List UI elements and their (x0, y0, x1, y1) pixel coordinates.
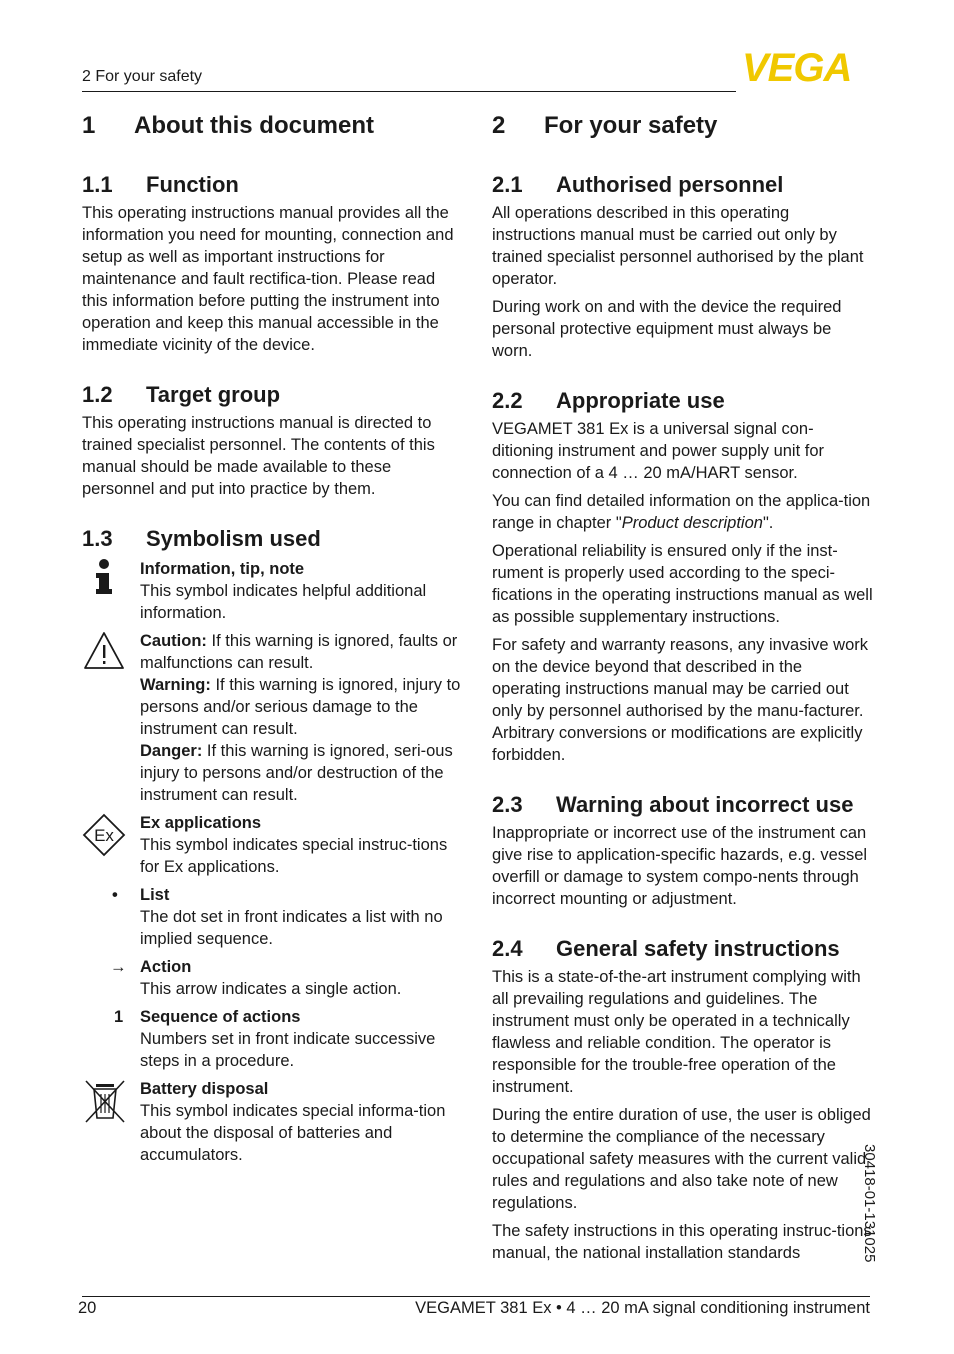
section-heading (82, 380, 464, 410)
section-heading (492, 934, 874, 964)
info-icon (82, 558, 128, 604)
paragraph: VEGAMET 381 Ex is a universal signal con-ditioning instrument and power supply unit for connection of a 4 … 20 mA/HART sensor. (492, 420, 825, 482)
symbol-sequence (82, 1006, 464, 1072)
section-2-4 (492, 934, 874, 1264)
section-number: 2.4 (492, 936, 523, 961)
paragraph: Inappropriate or incorrect use of the instrument can give rise to application-specific hazards, e.g. vessel overfill or damage to system compo-nents through incorrect mounting or adjustment. (492, 824, 868, 908)
header-rule (82, 91, 736, 92)
caution-line (140, 630, 464, 674)
left-column (82, 108, 464, 1190)
section-2-3 (492, 790, 874, 910)
paragraph: The safety instructions in this operating instruc-tions manual, the national installation standards (492, 1222, 872, 1262)
symbol-title: Sequence of actions (140, 1008, 301, 1026)
danger-label: Danger: (140, 742, 203, 760)
chapter-number: 1 (82, 112, 96, 139)
footer-rule (82, 1296, 870, 1297)
section-heading (492, 170, 874, 200)
symbol-list (82, 884, 464, 950)
symbol-title: Information, tip, note (140, 560, 305, 578)
section-2-2 (492, 386, 874, 766)
section-1-3 (82, 524, 464, 1166)
section-heading (82, 524, 464, 554)
section-title: Target group (146, 382, 281, 407)
symbol-action (82, 956, 464, 1000)
paragraph: All operations described in this operating instructions manual must be carried out only by trained specialist personnel authorised by the plant operator. (492, 204, 864, 288)
paragraph: Operational reliability is ensured only if the inst-rument is properly used according to the speci-fications in the operating instructions manual as well as possible supplementary instructions. (492, 542, 873, 626)
section-heading (492, 790, 874, 820)
symbol-title: Battery disposal (140, 1080, 269, 1098)
symbol-caution (82, 630, 464, 806)
chapter-1-heading (82, 108, 464, 144)
document-id: 30418-01-131025 (861, 1144, 878, 1263)
text-run: You can find detailed information on the applica-tion range in chapter " (492, 492, 871, 532)
chapter-reference: Product description (621, 514, 763, 532)
section-title: Authorised personnel (556, 172, 784, 197)
section-title: General safety instructions (556, 936, 840, 961)
section-title: Function (146, 172, 239, 197)
symbol-text: This symbol indicates special informa-tion about the disposal of batteries and accumulators. (140, 1102, 446, 1164)
page-number: 20 (78, 1299, 97, 1317)
section-heading (82, 170, 464, 200)
section-number: 2.2 (492, 388, 523, 413)
caution-label: Caution: (140, 632, 207, 650)
symbol-text: Numbers set in front indicate successive steps in a procedure. (140, 1030, 436, 1070)
symbol-text: This symbol indicates special instruc-tions for Ex applications. (140, 836, 448, 876)
caution-text: If this warning is ignored, faults or malfunctions can result. (140, 632, 458, 672)
paragraph (492, 490, 874, 534)
ex-icon (82, 812, 128, 858)
symbol-title: Action (140, 958, 192, 976)
svg-text:Ex: Ex (94, 826, 114, 845)
section-1-2 (82, 380, 464, 500)
running-header: 2 For your safety (82, 68, 203, 85)
paragraph: For safety and warranty reasons, any invasive work on the device beyond that described in the operating instructions manual may be carried out only by personnel authorised by the manu-facturer. Arbitrary conversions or modifications are explicitly forbidden. (492, 636, 868, 764)
warning-triangle-icon (82, 630, 128, 676)
section-number: 2.3 (492, 792, 523, 817)
vega-logo-text: VEGA (742, 48, 852, 86)
footer-doc-title: VEGAMET 381 Ex • 4 … 20 mA signal conditioning instrument (415, 1299, 870, 1317)
danger-text: If this warning is ignored, seri-ous injury to persons and/or destruction of the instrument can result. (140, 742, 453, 804)
bullet-mark: • (112, 886, 118, 904)
warning-label: Warning: (140, 676, 211, 694)
warning-line (140, 674, 464, 740)
warning-text: If this warning is ignored, injury to persons and/or serious damage to the instrument can result. (140, 676, 461, 738)
symbol-info (82, 558, 464, 624)
symbol-title: Ex applications (140, 814, 262, 832)
section-number: 2.1 (492, 172, 523, 197)
section-title: Appropriate use (556, 388, 725, 413)
battery-disposal-icon (82, 1078, 128, 1124)
right-column (492, 108, 874, 1288)
symbol-ex (82, 812, 464, 878)
section-title: Warning about incorrect use (556, 792, 854, 817)
section-1-1 (82, 170, 464, 356)
symbol-title: List (140, 886, 170, 904)
section-2-1 (492, 170, 874, 362)
chapter-title: About this document (134, 112, 374, 139)
arrow-mark: → (110, 958, 127, 976)
section-title: Symbolism used (146, 526, 321, 551)
vega-logo (742, 48, 874, 86)
paragraph: During work on and with the device the required personal protective equipment must always be worn. (492, 298, 842, 360)
symbol-text: This symbol indicates helpful additional information. (140, 582, 427, 622)
symbol-text: The dot set in front indicates a list with no implied sequence. (140, 908, 443, 948)
symbol-battery (82, 1078, 464, 1166)
function-text: This operating instructions manual provides all the information you need for mounting, connection and setup as well as important instructions for maintenance and fault rectifica-tion. Please read this information before putting the instrument into operation and keep this manual accessible in the immediate vicinity of the device. (82, 204, 454, 354)
paragraph: This is a state-of-the-art instrument complying with all prevailing regulations and guidelines. The instrument must only be operated in a technically flawless and reliable condition. The operator is responsible for the trouble-free operation of the instrument. (492, 968, 861, 1096)
paragraph: During the entire duration of use, the user is obliged to determine the compliance of the necessary occupational safety measures with the current valid rules and regulations and also take note of new regulations. (492, 1106, 871, 1212)
text-run: ". (762, 514, 774, 532)
vega-logo-graphic (742, 48, 874, 86)
section-heading (492, 386, 874, 416)
section-number: 1.2 (82, 382, 113, 407)
chapter-2-heading (492, 108, 874, 144)
section-number: 1.1 (82, 172, 113, 197)
symbol-text: This arrow indicates a single action. (140, 980, 402, 998)
section-number: 1.3 (82, 526, 113, 551)
chapter-number: 2 (492, 112, 506, 139)
chapter-title: For your safety (544, 112, 718, 139)
target-group-text: This operating instructions manual is directed to trained specialist personnel. The contents of this manual should be made available to these personnel and put into practice by them. (82, 414, 435, 498)
danger-line (140, 740, 464, 806)
number-mark: 1 (114, 1008, 124, 1026)
